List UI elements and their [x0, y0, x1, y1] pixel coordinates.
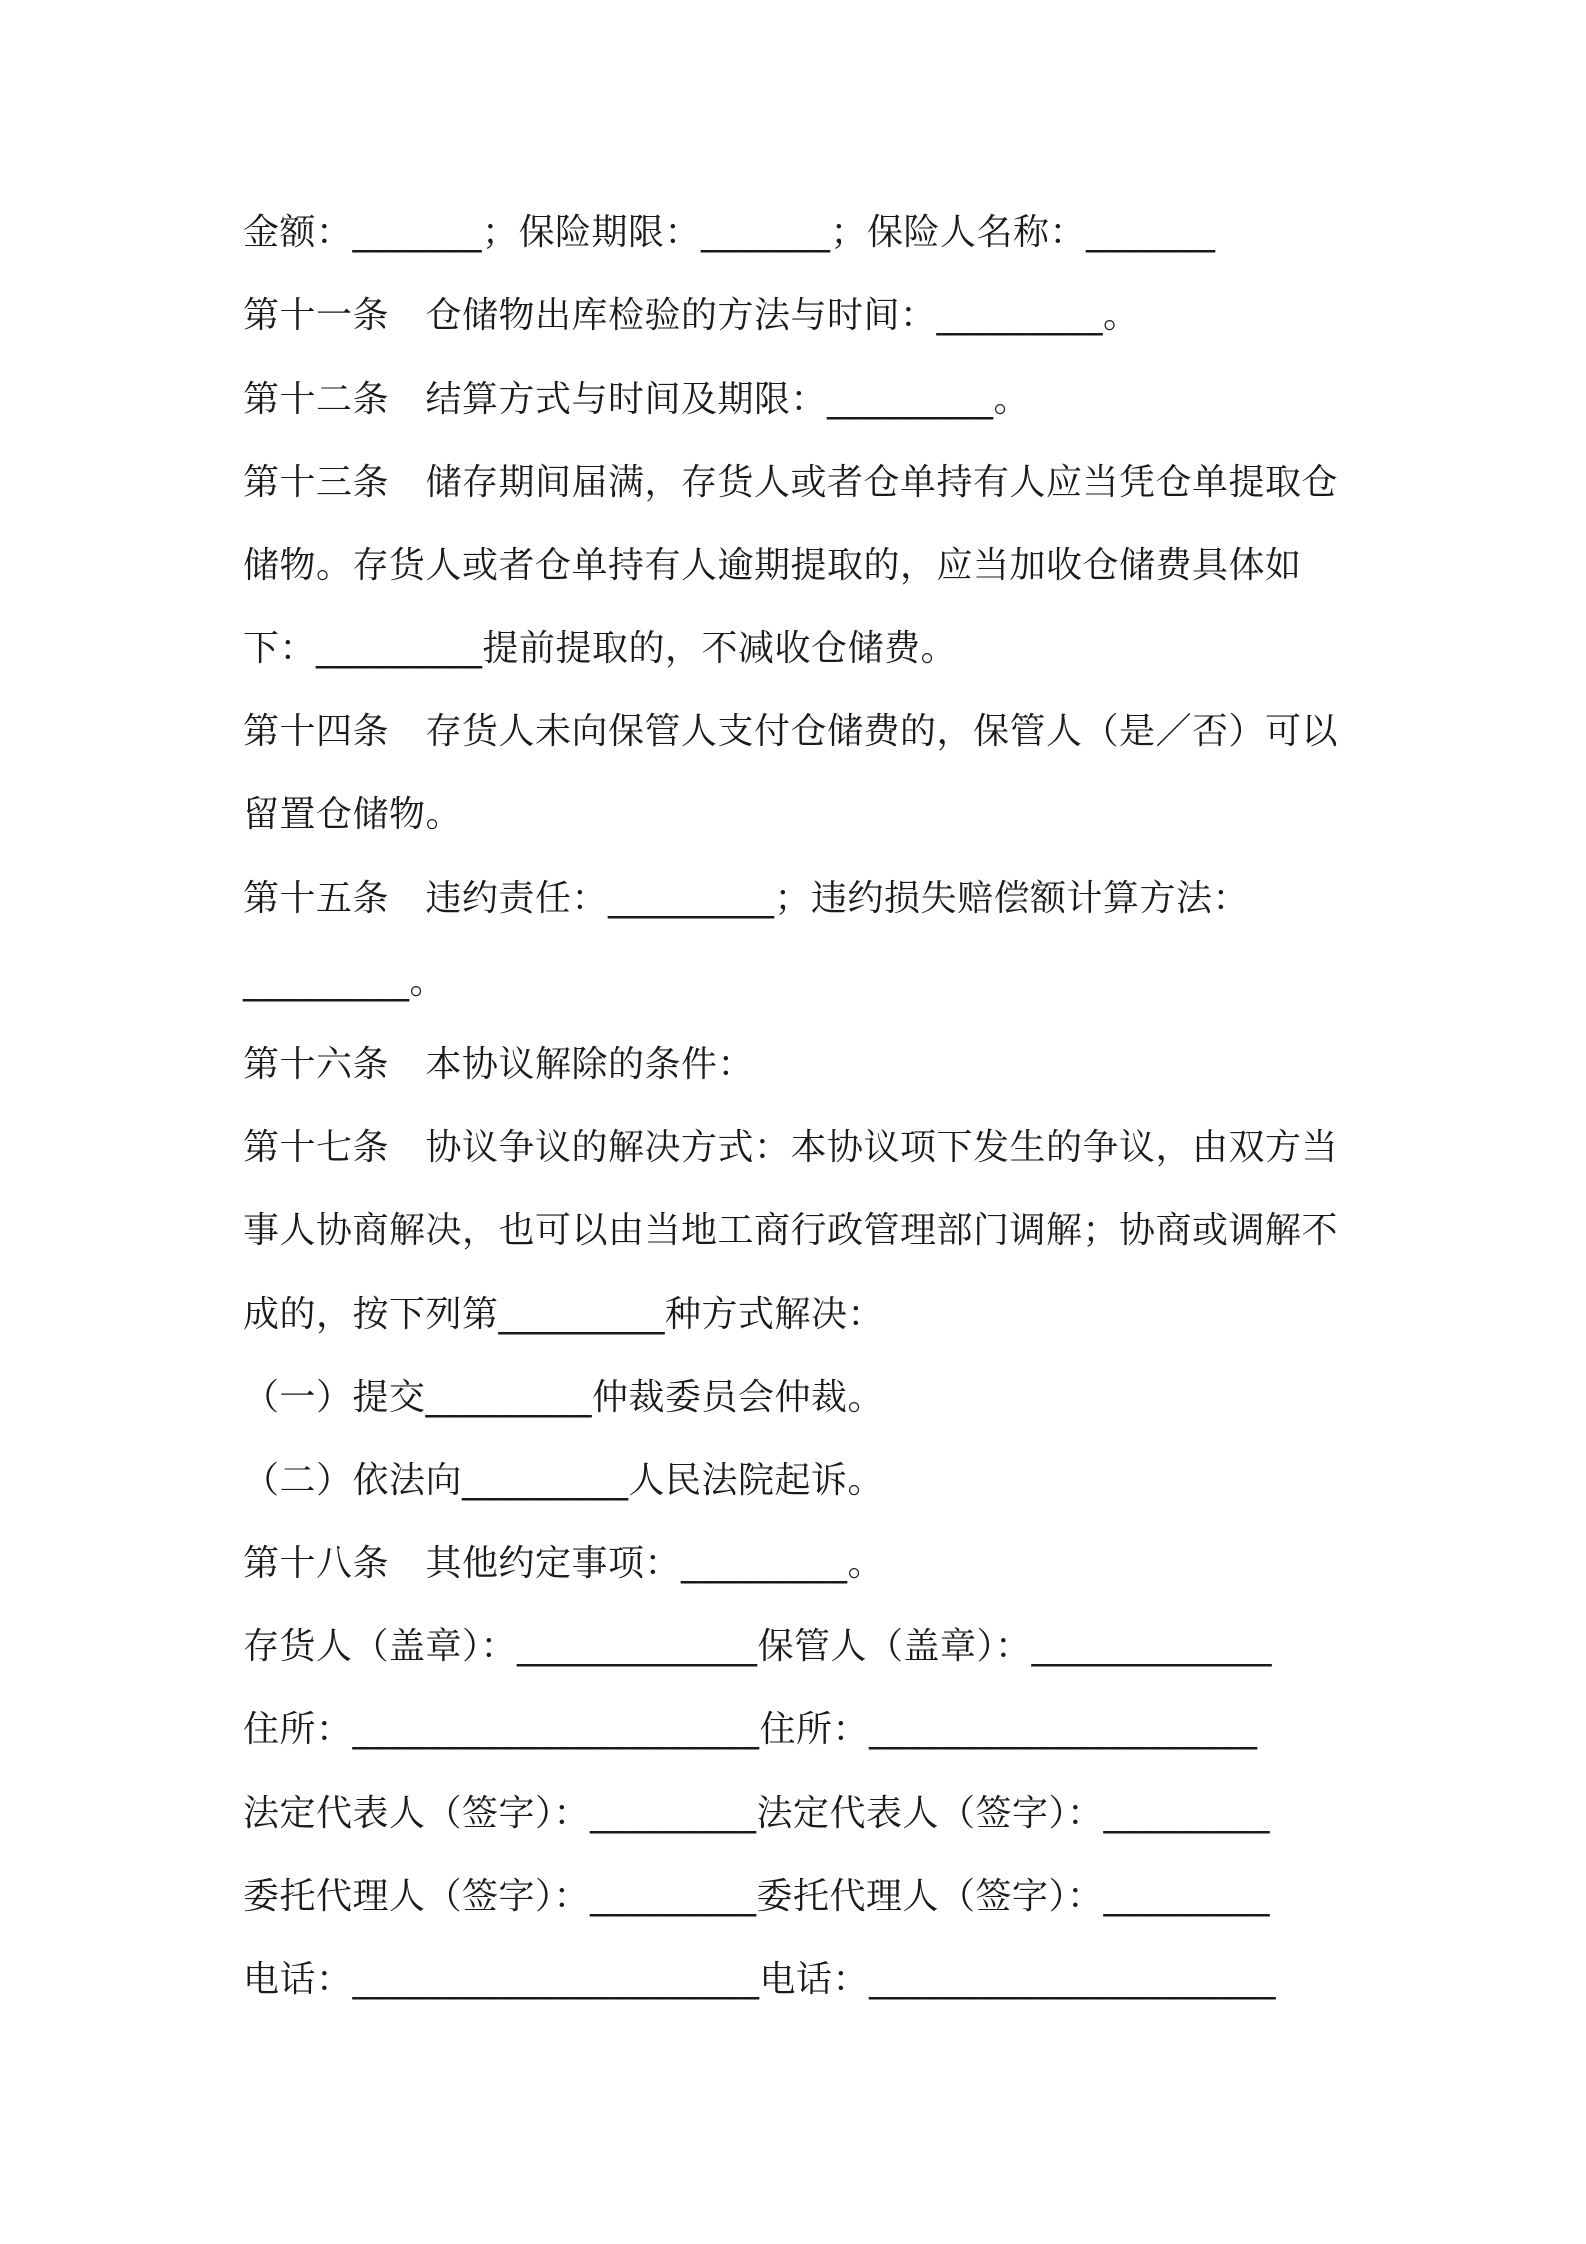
- signature-line-seal: 存货人（盖章）：_____________保管人（盖章）：_____________: [243, 1626, 1273, 1667]
- text-line-article-17-3: 成的，按下列第_________种方式解决：: [243, 1294, 885, 1335]
- text-line-option-2: （二）依法向_________人民法院起诉。: [243, 1460, 885, 1501]
- text-line-article-13-3: 下：_________提前提取的，不减收仓储费。: [243, 628, 958, 669]
- text-line-article-15-1: 第十五条 违约责任：_________；违约损失赔偿额计算方法：: [243, 878, 1250, 919]
- text-line-article-14-2: 留置仓储物。: [243, 794, 463, 835]
- text-line-article-16: 第十六条 本协议解除的条件：: [243, 1044, 755, 1085]
- text-line-article-15-2: _________。: [243, 961, 447, 1002]
- text-line-article-14-1: 第十四条 存货人未向保管人支付仓储费的，保管人（是／否）可以: [243, 711, 1339, 752]
- text-line-insurance-terms: 金额：_______；保险期限：_______；保险人名称：_______: [243, 212, 1216, 253]
- signature-line-phone: 电话：______________________电话：______________________: [243, 1959, 1277, 2000]
- signature-line-address: 住所：______________________住所：_____________________: [243, 1709, 1258, 1750]
- text-line-article-17-2: 事人协商解决，也可以由当地工商行政管理部门调解；协商或调解不: [243, 1210, 1339, 1251]
- text-line-article-12: 第十二条 结算方式与时间及期限：_________。: [243, 379, 1031, 420]
- text-line-article-13-1: 第十三条 储存期间届满，存货人或者仓单持有人应当凭仓单提取仓: [243, 462, 1339, 503]
- text-line-article-11: 第十一条 仓储物出库检验的方法与时间：_________。: [243, 295, 1140, 336]
- text-line-article-17-1: 第十七条 协议争议的解决方式：本协议项下发生的争议，由双方当: [243, 1127, 1339, 1168]
- signature-line-agent: 委托代理人（签字）：_________委托代理人（签字）：_________: [243, 1876, 1271, 1917]
- text-line-article-13-2: 储物。存货人或者仓单持有人逾期提取的，应当加收仓储费具体如: [243, 545, 1302, 586]
- text-line-article-18: 第十八条 其他约定事项：_________。: [243, 1543, 885, 1584]
- text-line-option-1: （一）提交_________仲裁委员会仲裁。: [243, 1377, 885, 1418]
- signature-line-legal-rep: 法定代表人（签字）：_________法定代表人（签字）：_________: [243, 1793, 1271, 1834]
